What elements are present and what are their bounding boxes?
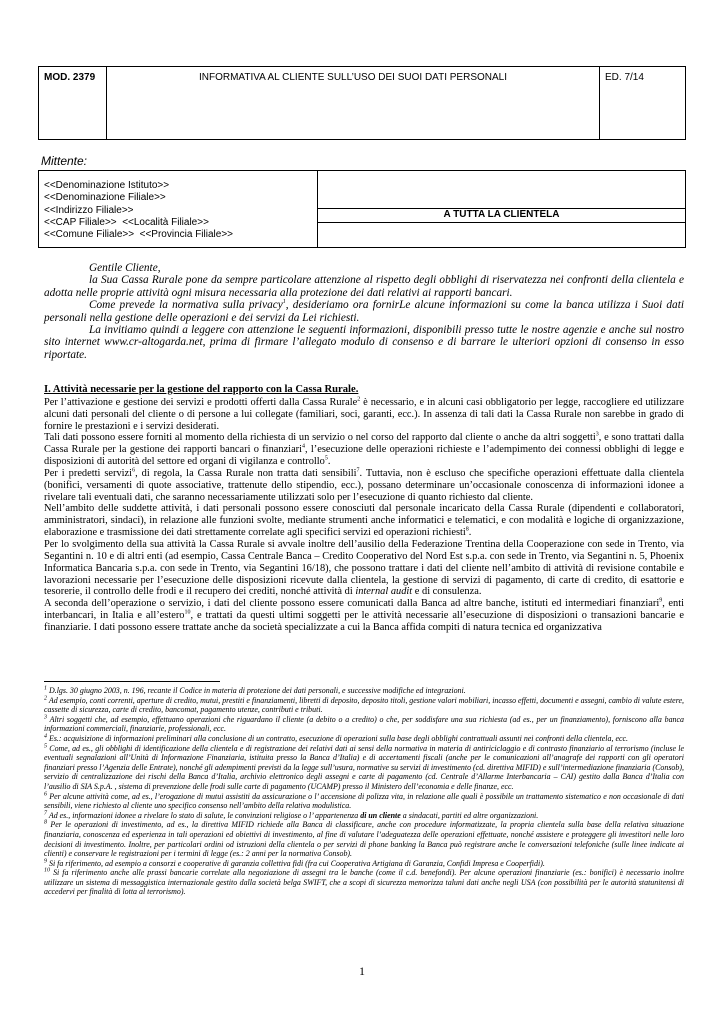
intro-paragraph: la Sua Cassa Rurale pone da sempre particolare attenzione al rispetto degli obblighi di riservatezza nei confronti della clientela e adotta nelle proprie attività ogni misura necessaria alla protezione dei dati relativi ai rapporti bancari.	[44, 274, 684, 299]
recipient-block	[318, 171, 685, 247]
body-paragraph	[44, 468, 684, 504]
body-paragraph	[44, 397, 684, 433]
section-1	[44, 384, 684, 634]
greeting: Gentile Cliente,	[89, 262, 161, 274]
body-text: , e trattati da questi ultimi soggetti per le attività necessarie all’esecuzione di disposizioni o transazioni bancarie e finanziarie. I dati possono essere trattate anche da società specializzate a cui la Banca affida compiti di natura tecnica ed organizzativa	[44, 610, 684, 633]
footnote-number: 4	[44, 733, 47, 740]
footnote-text: Si fa riferimento anche alle prassi bancarie correlate alla negoziazione di assegni tra le banche (come il c.d. benefondi). Per alcune operazioni finanziarie (es.: bonifici) è necessario inoltre utilizzare un sistema di messaggistica internazionale gestito dalla società belga SWIFT, che a scopi di sicurezza memorizza taluni dati anche negli USA (con possibilità per le autorità statunitensi di accedervi per finalità di lotta al terrorismo).	[44, 868, 684, 897]
intro-paragraph	[44, 299, 684, 324]
divider	[318, 222, 685, 223]
footnote-number: 10	[44, 867, 50, 874]
sender-label: Mittente:	[41, 154, 88, 168]
footnote-text: D.lgs. 30 giugno 2003, n. 196, recante il Codice in materia di protezione dei dati personali, e successive modifiche ed integrazioni.	[48, 686, 466, 695]
body-paragraph	[44, 432, 684, 468]
address-line: <<Indirizzo Filiale>>	[44, 204, 134, 216]
footnote-text: Ad esempio, conti correnti, aperture di credito, mutui, prestiti e finanziamenti, libretti di deposito, deposito titoli, gestione valori mobiliari, incasso effetti, documenti e assegni, cambio di valute estere, cassette di sicurezza, carte di credito, bancomat, pagamento utenze, contributi e tributi.	[44, 695, 684, 715]
document-header-table	[38, 66, 686, 140]
body-paragraph	[44, 598, 684, 634]
address-line: <<Denominazione Filiale>>	[44, 192, 166, 204]
footnote-ref: 7	[356, 467, 360, 474]
body-text: . Tuttavia, non è escluso che specifiche operazioni effettuate dalla clientela (bonifici, versamenti di quote associative, trattenute dello stipendio, ecc.), possano determinare un’occasionale conoscenza di informazioni idonee a rivelare tali eventuali dati, che saranno necessariamente utilizzati solo per l’esecuzione di quanto richiesto dal cliente.	[44, 467, 685, 503]
section-title: I. Attività necessarie per la gestione del rapporto con la Cassa Rurale.	[44, 384, 359, 395]
footnote-number: 9	[44, 858, 47, 865]
form-code: MOD. 2379	[44, 72, 96, 83]
body-paragraph	[44, 539, 684, 598]
recipient-label: A TUTTA LA CLIENTELA	[443, 209, 560, 220]
body-text: è necessario, e in alcuni casi obbligatorio per legge, raccogliere ed utilizzare alcuni dati personali del cliente o di persone a lui collegate (familiari, soci, garanti, ecc.). In assenza di tali dati la Cassa Rurale non sarebbe in grado di fornire le prestazioni e i servizi desiderati.	[44, 396, 684, 432]
footnote-ref: 4	[302, 443, 306, 450]
body-text: Per l’attivazione e gestione dei servizi e prodotti offerti dalla Cassa Rurale	[44, 396, 358, 408]
footnote-ref: 8	[465, 526, 469, 533]
body-text: A seconda dell’operazione o servizio, i dati del cliente possono essere comunicati dalla Banca ad altre banche, istituti ed intermediari finanziari	[44, 598, 660, 610]
footnote-ref: 10	[184, 609, 191, 616]
footnote	[44, 868, 684, 897]
footnote-ref: 2	[357, 396, 361, 403]
sender-address	[39, 171, 318, 247]
footnote-number: 7	[44, 810, 47, 817]
footnote-number: 5	[44, 742, 47, 749]
body-text: Tali dati possono essere forniti al momento della richiesta di un servizio o nel corso del rapporto dal cliente o anche da altri soggetti	[44, 432, 596, 444]
body-text: Per i predetti servizi	[44, 467, 133, 479]
footnote-text-bold: di un cliente	[360, 810, 401, 820]
body-text: , e sono trattati dalla Cassa Rurale per la gestione dei rapporti bancari o finanziari	[44, 432, 684, 456]
footnote-text: Per alcune attività come, ad es., l’erogazione di mutui assistiti da assicurazione o l’ accensione di polizza vita, in relazione alle quali è possibile un trattamento sistematico e non occasionale di dati sensibili, viene richiesto al cliente uno specifico consenso nell’ambito della relativa modulistica.	[44, 791, 684, 811]
footnote	[44, 820, 684, 858]
footnote-text: Si fa riferimento, ad esempio a consorzi e cooperative di garanzia collettiva fidi (fra cui Cooperativa Artigiana di Garanzia, Confidi Impresa e Cooperfidi).	[48, 858, 545, 868]
footnote-ref: 1	[282, 299, 286, 306]
edition-label: ED. 7/14	[605, 72, 644, 83]
footnote	[44, 811, 684, 821]
footnote-number: 1	[44, 685, 47, 692]
footnote-text: Ad es., informazioni idonee a rivelare lo stato di salute, le convinzioni religiose o l’ appartenenza	[48, 810, 361, 820]
intro-paragraph: La invitiamo quindi a leggere con attenzione le seguenti informazioni, disponibili presso tutte le nostre agenzie e anche sul nostro sito internet www.cr-altogarda.net, prima di firmare l’allegato modulo di consenso e di barrare le ulteriori opzioni di consenso in esso riportate.	[44, 324, 684, 361]
address-line: <<Comune Filiale>> <<Provincia Filiale>>	[44, 229, 233, 241]
footnote-ref: 9	[659, 597, 663, 604]
body-text: Nell’ambito delle suddette attività, i dati personali possono essere conosciuti dal personale incaricato della Cassa Rurale (dipendenti e collaboratori, amministratori, sindaci), in relazione alle funzioni svolte, mediante strumenti anche informatici e telematici, e con modalità e logiche di organizzazione, elaborazione e trasmissione dei dati strettamente correlate agli specifici servizi ed operazioni richiesti	[44, 503, 684, 539]
footnote-text: Altri soggetti che, ad esempio, effettuano operazioni che riguardano il cliente (a debito o a credito) o che, per soddisfare una sua richiesta (ad es., per un finanziamento), forniscono alla banca informazioni commerciali, finanziarie, professionali, ecc.	[44, 714, 684, 734]
footnote-ref: 6	[132, 467, 136, 474]
footnote-number: 3	[44, 714, 47, 721]
address-line: <<Denominazione Istituto>>	[44, 180, 170, 191]
footnote	[44, 744, 684, 792]
intro-letter	[44, 262, 684, 361]
footnote	[44, 696, 684, 715]
footnote-text: a sindacati, partiti ed altre organizzazioni.	[400, 810, 539, 820]
body-text: e di consulenza.	[412, 586, 482, 598]
footnote	[44, 715, 684, 734]
footnote-ref: 5	[324, 455, 328, 462]
address-table	[38, 170, 686, 248]
body-text: Per lo svolgimento della sua attività la Cassa Rurale si avvale inoltre dell’ausilio della Federazione Trentina della Cooperazione con sede in Trento, via Segantini n. 10 e di altri enti (ad esempio, Cassa Centrale Banca – Credito Cooperativo del Nord Est s.p.a. con sede in Trento, via Segantini n. 5, Phoenix Informatica Bancaria s.p.a. con sede in Trento, via Segantini 16/18), che possono trattare i dati del cliente nell’ambito di attività di revisione contabile e lavorazioni necessarie per l’esecuzione delle disposizioni ricevute dalla clientela, la gestione di servizi di pagamento, di carte di credito, di esattorie e tesorerie, il controllo delle frodi e il recupero dei crediti, nonché attività di	[44, 538, 684, 598]
document-title: INFORMATIVA AL CLIENTE SULL’USO DEI SUOI DATI PERSONALI	[198, 72, 508, 83]
page-number: 1	[359, 964, 365, 978]
intro-text: Come prevede la normativa sulla privacy	[89, 299, 283, 312]
footnote-number: 8	[44, 819, 47, 826]
body-text: , l’esecuzione delle operazioni richieste e l’adempimento dei connessi obblighi di legge e disposizioni di autorità del settore ed organi di vigilanza e controllo	[44, 444, 684, 468]
body-text: .	[327, 456, 331, 468]
footnotes	[44, 686, 684, 897]
footnote-ref: 3	[595, 431, 599, 438]
footnote-number: 2	[44, 694, 47, 701]
footnote-text: Per le operazioni di investimento, ad es., la direttiva MIFID richiede alla Banca di classificare, anche con procedure informatizzate, la propria clientela sulla base della relativa situazione finanziaria, conoscenza ed esperienza in tali operazioni ed obiettivi di investimento, al fine di valutare l’adeguatezza delle operazioni effettuate, nonché assistere e proteggere gli investitori nelle loro decisioni di investimento. Inoltre, per particolari ordini od istruzioni della clientela o per servizi di phone banking la Banca può registrare anche le conversazioni telefoniche (sulle linee indicate ai clienti) e conservare le registrazioni per i termini di legge (es.: 2 anni per la normativa Consob).	[44, 820, 685, 859]
footnote-separator	[44, 681, 220, 682]
body-paragraph	[44, 503, 684, 539]
footnote-text: Come, ad es., gli obblighi di identificazione della clientela e di registrazione dei relativi dati ai sensi della normativa in materia di antiriciclaggio e di contrasto finanziario al terrorismo (incluse le eventuali segnalazioni all’Unità di Informazione Finanziaria, istituita presso la Banca d’Italia) e di accertamenti fiscali (anche per le comunicazioni all’anagrafe dei rapporti con gli operatori finanziari presso l’Agenzia delle Entrate), nonché gli adempimenti previsti da la legge sull’usura, normative su servizi di investimento (cd. direttiva MIFID) e sull’intermediazione finanziaria (Consob), servizio di centralizzazione dei rischi della Banca d’Italia, archivio elettronico degli assegni e carte di pagamento (cd. Centrale d’Allarme Interbancaria – CAI) gestito dalla Banca d’Italia con l’ausilio di SIA S.p.A. , sistema di prevenzione delle frodi sulle carte di pagamento (UCAMP) presso il Ministero dell’economia e delle finanze, ecc.	[44, 743, 684, 791]
body-text-italic: internal audit	[355, 586, 413, 598]
address-line: <<CAP Filiale>> <<Località Filiale>>	[44, 216, 209, 228]
footnote	[44, 859, 684, 869]
body-text: , di regola, la Cassa Rurale non tratta dati sensibili	[135, 467, 357, 479]
body-text: .	[468, 527, 472, 539]
footnote	[44, 734, 684, 744]
footnote	[44, 686, 684, 696]
intro-text: , desideriamo ora fornirLe alcune informazioni su come la banca utilizza i Suoi dati personali nella gestione delle operazioni e dei servizi da Lei richiesti.	[44, 299, 684, 324]
footnote-number: 6	[44, 790, 47, 797]
footnote	[44, 792, 684, 811]
footnote-text: Es.: acquisizione di informazioni preliminari alla conclusione di un contratto, esecuzione di operazioni sulla base degli obblighi contrattuali assunti nei confronti della clientela, ecc.	[48, 733, 628, 743]
body-text: , enti interbancari, in Italia e all’estero	[44, 598, 684, 622]
